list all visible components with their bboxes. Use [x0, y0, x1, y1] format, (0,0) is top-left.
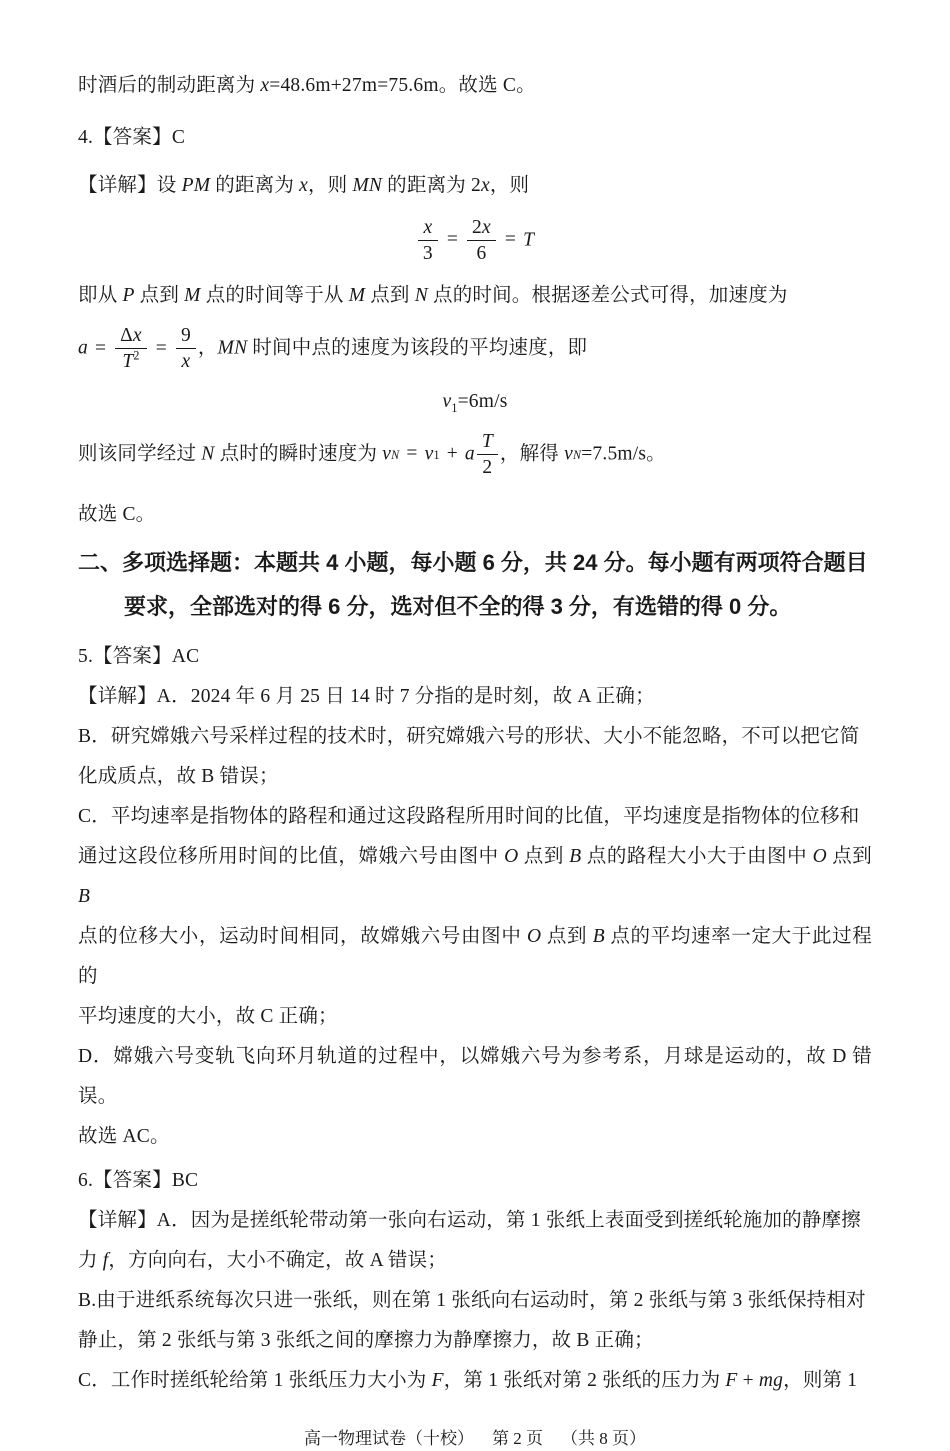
math-var-o: O [812, 846, 827, 868]
q4-answer-line: 4.【答案】C [78, 127, 186, 148]
math-var-v: v [442, 390, 452, 412]
q5-explain-line: 平均速度的大小，故 C 正确； [78, 1006, 338, 1028]
q5-answer-line: 5.【答案】AC [78, 646, 200, 668]
math-var-x: x [482, 217, 491, 238]
equals-sign: = [446, 229, 459, 251]
math-var-n: N [201, 443, 215, 465]
q5-explain-line: 【详解】A．2024 年 6 月 25 日 14 时 7 分指的是时刻，故 A 正确； [78, 686, 655, 708]
math-var-f-friction: f [102, 1250, 109, 1272]
math-var-pm: PM [181, 175, 211, 196]
coefficient: 2 [472, 217, 482, 238]
math-var-o: O [504, 846, 519, 868]
math-var-v: v [424, 443, 434, 465]
math-var-v: v [564, 443, 573, 465]
text: C．工作时搓纸轮给第 1 张纸压力大小为 [78, 1370, 432, 1392]
q5-conclusion: 故选 AC。 [78, 1126, 170, 1148]
math-var-m: M [184, 284, 201, 306]
q5-explain-line: C．平均速率是指物体的路程和通过这段路程所用时间的比值，平均速度是指物体的位移和 [78, 806, 860, 828]
math-var-b: B [592, 926, 605, 948]
equals-sign: = [94, 337, 107, 359]
math-var-x: x [260, 75, 270, 96]
math-var-force: F [725, 1370, 738, 1392]
q6-answer-line: 6.【答案】BC [78, 1170, 199, 1192]
exponent: 2 [133, 348, 140, 363]
math-var-b: B [569, 846, 582, 868]
fraction-denominator: x [181, 351, 191, 373]
subscript: 1 [451, 400, 458, 415]
q6-explain-line [78, 1361, 872, 1401]
math-var-mn: MN [352, 175, 383, 196]
q5-explain-line: 化成质点，故 B 错误； [78, 766, 279, 788]
subscript: N [391, 447, 400, 462]
section-header-line2: 要求，全部选对的得 6 分，选对但不全的得 3 分，有选错的得 0 分。 [124, 594, 792, 620]
text: ，第 1 张纸对第 2 张纸的压力为 [443, 1370, 726, 1392]
text: 点到 [518, 846, 570, 868]
q4-explain-line [78, 166, 872, 206]
text: =6m/s [457, 390, 508, 412]
q3-tail-paragraph [78, 66, 872, 106]
math-var-x: x [299, 175, 308, 196]
fraction [477, 430, 498, 480]
q5-explain-line: B．研究嫦娥六号采样过程的技术时，研究嫦娥六号的形状、大小不能忽略，不可以把它简 [78, 726, 860, 748]
text: ，则 [307, 175, 353, 196]
formula-v1 [78, 382, 872, 422]
text: 点到 [826, 846, 872, 868]
q6-explain-line [78, 1241, 872, 1281]
fraction-numerator [115, 324, 147, 349]
fraction-numerator: 9 [176, 324, 196, 349]
plus-sign: + [446, 443, 458, 465]
text: 则该同学经过 [78, 443, 202, 465]
q5-explain-line [78, 837, 872, 917]
text: 时酒后的制动距离为 [78, 75, 261, 96]
math-var-p: P [122, 284, 135, 306]
footer-page-total: （共 8 页） [561, 1429, 646, 1449]
q4-acceleration-line [78, 316, 872, 382]
text: 点到 [365, 284, 415, 306]
section-header-line1: 二、多项选择题：本题共 4 小题，每小题 6 分，共 24 分。每小题有两项符合题目 [78, 550, 868, 576]
text: ， [197, 337, 218, 359]
math-var-o: O [527, 926, 542, 948]
text: 点到 [134, 284, 185, 306]
q5-explain-line: D．嫦娥六号变轨飞向环月轨道的过程中，以嫦娥六号为参考系，月球是运动的，故 D 错误。 [78, 1046, 872, 1108]
q6-explain-line: 静止，第 2 张纸与第 3 张纸之间的摩擦力为静摩擦力，故 B 正确； [78, 1330, 654, 1352]
math-var-x: x [132, 324, 142, 346]
text: 通过这段位移所用时间的比值，嫦娥六号由图中 [78, 846, 505, 868]
text: ，方向向右，大小不确定，故 A 错误； [108, 1250, 447, 1272]
footer-page-number: 第 2 页 [492, 1429, 543, 1449]
text: ，则第 1 [783, 1370, 858, 1392]
page-footer [78, 1427, 872, 1451]
math-var-t: T [122, 351, 134, 373]
text: 的距离为 2 [382, 175, 481, 196]
q4-conclusion: 故选 C。 [78, 504, 156, 526]
plus-sign: + [737, 1370, 759, 1392]
fraction-denominator [115, 349, 147, 373]
footer-exam-title: 高一物理试卷（十校） [304, 1429, 474, 1449]
text: 点到 [541, 926, 593, 948]
formula-ratio-equation [78, 210, 872, 272]
q5-explain-line [78, 917, 872, 997]
text: 力 [78, 1250, 103, 1272]
math-var-t: T [523, 229, 535, 251]
math-var-force: F [431, 1370, 444, 1392]
subscript: N [572, 447, 582, 462]
math-var-mg: mg [758, 1370, 784, 1392]
text: =7.5m/s。 [581, 443, 666, 465]
q4-explain-line [78, 276, 872, 316]
fraction [176, 324, 196, 374]
equals-sign: = [406, 443, 418, 465]
math-var-b: B [78, 886, 91, 908]
fraction [418, 216, 438, 266]
fraction-denominator: 3 [422, 243, 433, 265]
math-var-m: M [348, 284, 366, 306]
text: 点的路程大小大于由图中 [581, 846, 813, 868]
subscript: 1 [433, 447, 440, 462]
text: 时间中点的速度为该段的平均速度，即 [247, 337, 588, 359]
text: 点时的瞬时速度为 [214, 443, 383, 465]
text: 点的平均速率一定大于此过程的 [78, 926, 872, 988]
q6-explain-line: 【详解】A．因为是搓纸轮带动第一张向右运动，第 1 张纸上表面受到搓纸轮施加的静摩擦 [78, 1210, 861, 1232]
math-var-v: v [382, 443, 392, 465]
text: =48.6m+27m=75.6m。故选 C。 [269, 75, 536, 96]
text: 点的时间等于从 [200, 284, 349, 306]
text: 的距离为 [210, 175, 300, 196]
delta-symbol: Δ [120, 324, 133, 346]
fraction-denominator: 2 [482, 456, 493, 478]
math-var-a: a [78, 337, 88, 359]
q6-explain-line: B.由于进纸系统每次只进一张纸，则在第 1 张纸向右运动时，第 2 张纸与第 3 张纸保持相对 [78, 1290, 866, 1312]
fraction [467, 216, 496, 266]
fraction-numerator: x [418, 216, 438, 241]
fraction [115, 324, 147, 374]
math-var-mn: MN [217, 337, 248, 359]
text: 点的时间。根据逐差公式可得，加速度为 [427, 284, 788, 306]
text: 点的位移大小，运动时间相同，故嫦娥六号由图中 [78, 926, 528, 948]
fraction-denominator: 6 [476, 243, 487, 265]
text: ，则 [489, 175, 530, 196]
q4-instant-velocity-line [78, 422, 872, 488]
math-var-n: N [414, 284, 428, 306]
fraction-numerator: T [477, 430, 498, 455]
equals-sign: = [155, 337, 167, 359]
text: 即从 [78, 284, 123, 306]
equals-sign: = [504, 229, 517, 251]
fraction-numerator [467, 216, 496, 241]
math-var-a: a [464, 443, 475, 465]
math-var-x: x [481, 175, 490, 196]
text: ，解得 [499, 443, 565, 465]
text: 【详解】设 [78, 175, 182, 196]
